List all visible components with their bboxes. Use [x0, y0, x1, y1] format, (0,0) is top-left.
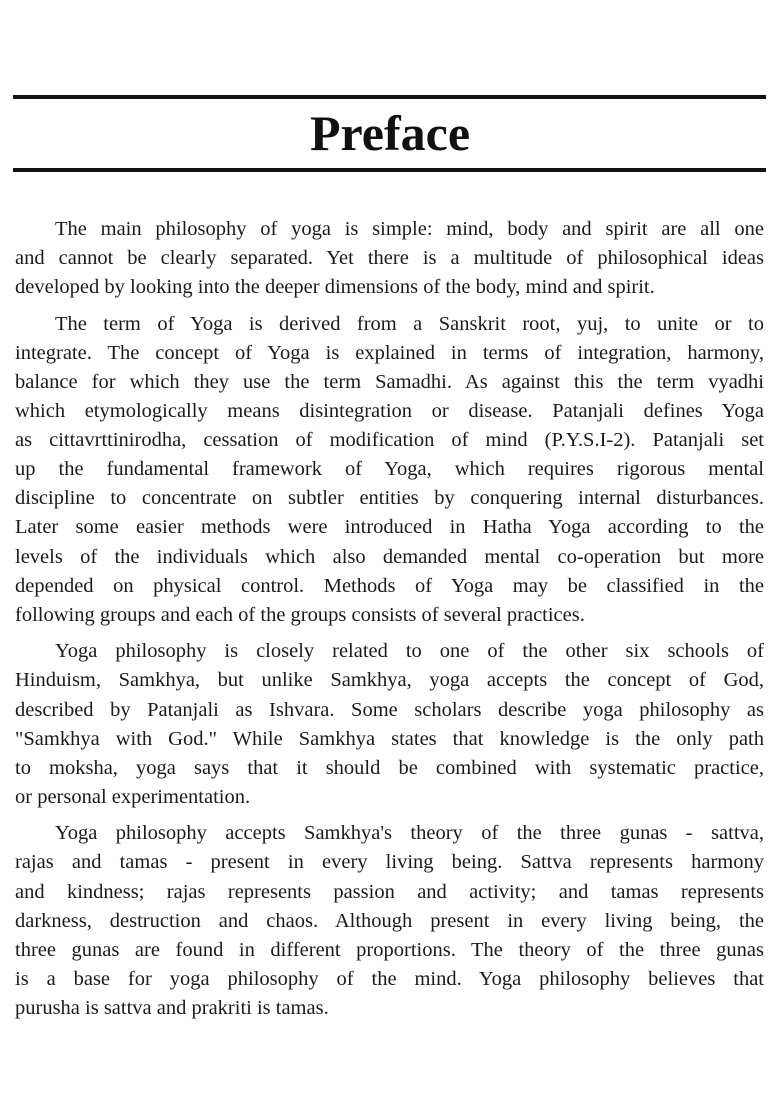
text-line: Later some easier methods were introduced in Hatha Yoga according to the — [15, 516, 764, 539]
text-line: three gunas are found in different proportions. The theory of the three gunas — [15, 938, 764, 961]
bottom-rule-divider — [13, 168, 766, 172]
text-line: following groups and each of the groups consists of several practices. — [15, 603, 585, 626]
text-line: levels of the individuals which also demanded mental co-operation but more — [15, 545, 764, 568]
text-line: up the fundamental framework of Yoga, which requires rigorous mental — [15, 458, 764, 481]
text-line: darkness, destruction and chaos. Although present in every living being, the — [15, 909, 764, 932]
page-title: Preface — [309, 105, 471, 161]
text-line: discipline to concentrate on subtler entities by conquering internal disturbances. — [15, 487, 764, 510]
text-line: described by Patanjali as Ishvara. Some scholars describe yoga philosophy as — [15, 698, 764, 721]
text-line: and kindness; rajas represents passion and activity; and tamas represents — [15, 880, 764, 903]
text-line: rajas and tamas - present in every living being. Sattva represents harmony — [15, 851, 764, 874]
text-line: and cannot be clearly separated. Yet there is a multitude of philosophical ideas — [15, 247, 764, 270]
text-line: Hinduism, Samkhya, but unlike Samkhya, yoga accepts the concept of God, — [15, 669, 764, 692]
text-line: which etymologically means disintegration or disease. Patanjali defines Yoga — [15, 400, 764, 423]
paragraph — [15, 215, 764, 302]
text-line: purusha is sattva and prakriti is tamas. — [15, 996, 329, 1019]
text-line: integrate. The concept of Yoga is explained in terms of integration, harmony, — [15, 341, 764, 364]
text-line: The main philosophy of yoga is simple: mind, body and spirit are all one — [55, 218, 764, 240]
text-line: depended on physical control. Methods of Yoga may be classified in the — [15, 574, 764, 597]
text-line: The term of Yoga is derived from a Sanskrit root, yuj, to unite or to — [55, 312, 764, 335]
paragraph — [15, 310, 764, 630]
preface-body — [15, 215, 764, 1031]
text-line: or personal experimentation. — [15, 785, 251, 808]
text-line: to moksha, yoga says that it should be combined with systematic practice, — [15, 756, 764, 779]
paragraph — [15, 819, 764, 1023]
text-line: Yoga philosophy is closely related to one of the other six schools of — [55, 640, 764, 663]
text-line: is a base for yoga philosophy of the mind. Yoga philosophy believes that — [15, 967, 764, 990]
text-line: balance for which they use the term Samadhi. As against this the term vyadhi — [15, 370, 764, 393]
top-rule-divider — [13, 95, 766, 99]
text-line: Yoga philosophy accepts Samkhya's theory of the three gunas - sattva, — [55, 822, 764, 845]
text-line: developed by looking into the deeper dimensions of the body, mind and spirit. — [15, 276, 655, 299]
paragraph — [15, 637, 764, 812]
text-line: as cittavrttinirodha, cessation of modification of mind (P.Y.S.I-2). Patanjali set — [15, 429, 764, 452]
text-line: "Samkhya with God." While Samkhya states that knowledge is the only path — [15, 727, 764, 750]
